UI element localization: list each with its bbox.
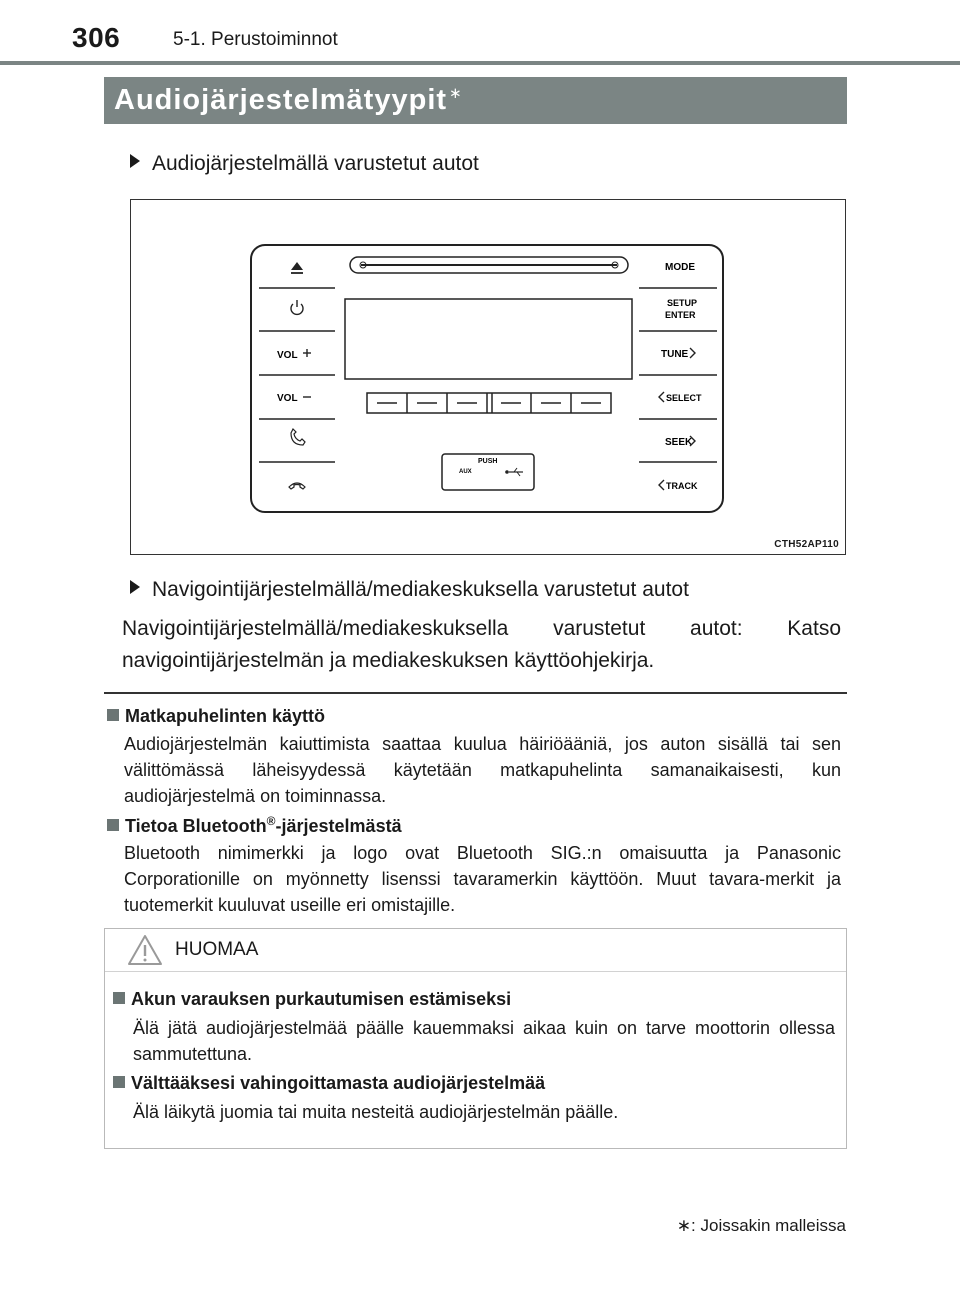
bullet-navigation-system	[130, 578, 689, 602]
title-bar	[104, 77, 847, 124]
vol-up-label[interactable]: VOL	[277, 350, 298, 361]
square-bullet-icon	[113, 1076, 125, 1088]
page-title-text: Audiojärjestelmätyypit	[114, 84, 448, 116]
select-label[interactable]: SELECT	[666, 393, 702, 403]
section-divider	[104, 692, 847, 694]
warning-icon	[127, 934, 163, 966]
note-heading-bluetooth-post: -järjestelmästä	[275, 816, 402, 836]
track-label[interactable]: TRACK	[666, 481, 698, 491]
caution-heading-damage	[113, 1073, 545, 1094]
note-heading-mobile-phones	[107, 706, 325, 727]
bullet-navigation-system-text: Navigointijärjestelmällä/mediakeskuksella varustetut autot	[152, 578, 689, 601]
page-title	[114, 84, 463, 117]
tune-label[interactable]: TUNE	[661, 349, 689, 360]
footnote-marker: ∗	[676, 1216, 692, 1235]
title-marker: ∗	[449, 85, 463, 103]
page-number: 306	[72, 22, 121, 53]
footnote-text: : Joissakin malleissa	[691, 1216, 846, 1235]
mode-label[interactable]: MODE	[665, 262, 695, 273]
triangle-bullet-icon	[130, 580, 140, 594]
caution-body-battery: Älä jätä audiojärjestelmää päälle kauemmaksi aikaa kuin on tarve moottorin ollessa sammutettuna.	[133, 1018, 835, 1064]
caution-heading-damage-text: Välttääksesi vahingoittamasta audiojärjestelmää	[131, 1073, 546, 1093]
square-bullet-icon	[107, 819, 119, 831]
vol-down-label[interactable]: VOL	[277, 393, 298, 404]
note-heading-mobile-phones-text: Matkapuhelinten käyttö	[125, 706, 326, 726]
caution-heading-battery	[113, 989, 511, 1010]
note-body-mobile-phones: Audiojärjestelmän kaiuttimista saattaa kuulua häiriöääniä, jos auton sisällä tai sen välittömässä läheisyydessä käytetään matkapuhelinta samanaikaisesti, kun audiojärjestelmä on toiminnassa.	[124, 734, 841, 806]
triangle-bullet-icon	[130, 154, 140, 168]
note-heading-bluetooth-pre: Tietoa Bluetooth	[125, 816, 267, 836]
note-heading-bluetooth	[107, 814, 402, 837]
caution-heading-battery-text: Akun varauksen purkautumisen estämiseksi	[131, 989, 512, 1009]
caution-box	[104, 928, 847, 1149]
navigation-paragraph: Navigointijärjestelmällä/mediakeskuksella varustetut autot: Katso navigointijärjestelmän ja mediakeskuksen käyttöohjekirja.	[122, 617, 841, 672]
note-body-bluetooth: Bluetooth nimimerkki ja logo ovat Bluetooth SIG.:n omaisuutta ja Panasonic Corporationille on myönnetty lisenssi tavaramerkin käyttöön. Muut tavara-merkit ja tuotemerkit kuuluvat useille eri omistajille.	[124, 843, 841, 915]
header-rule	[0, 61, 960, 65]
figure-code: CTH52AP110	[774, 539, 839, 550]
seek-label[interactable]: SEEK	[665, 437, 693, 448]
square-bullet-icon	[107, 709, 119, 721]
square-bullet-icon	[113, 992, 125, 1004]
registered-mark: ®	[266, 814, 276, 828]
port-label-push: PUSH	[478, 458, 498, 465]
bullet-audio-system-text: Audiojärjestelmällä varustetut autot	[152, 152, 479, 175]
setup-label[interactable]: SETUP	[667, 298, 698, 308]
caution-body-damage: Älä läikytä juomia tai muita nesteitä audiojärjestelmän päälle.	[133, 1102, 619, 1122]
audio-unit-illustration	[131, 200, 847, 556]
footnote	[677, 1216, 846, 1236]
port-label-aux: AUX	[459, 469, 472, 475]
caution-header	[105, 929, 846, 972]
enter-label[interactable]: ENTER	[665, 310, 696, 320]
bullet-audio-system	[130, 152, 479, 176]
caution-title: HUOMAA	[175, 939, 259, 960]
section-label: 5-1. Perustoiminnot	[173, 29, 338, 50]
audio-unit-figure	[130, 199, 846, 555]
